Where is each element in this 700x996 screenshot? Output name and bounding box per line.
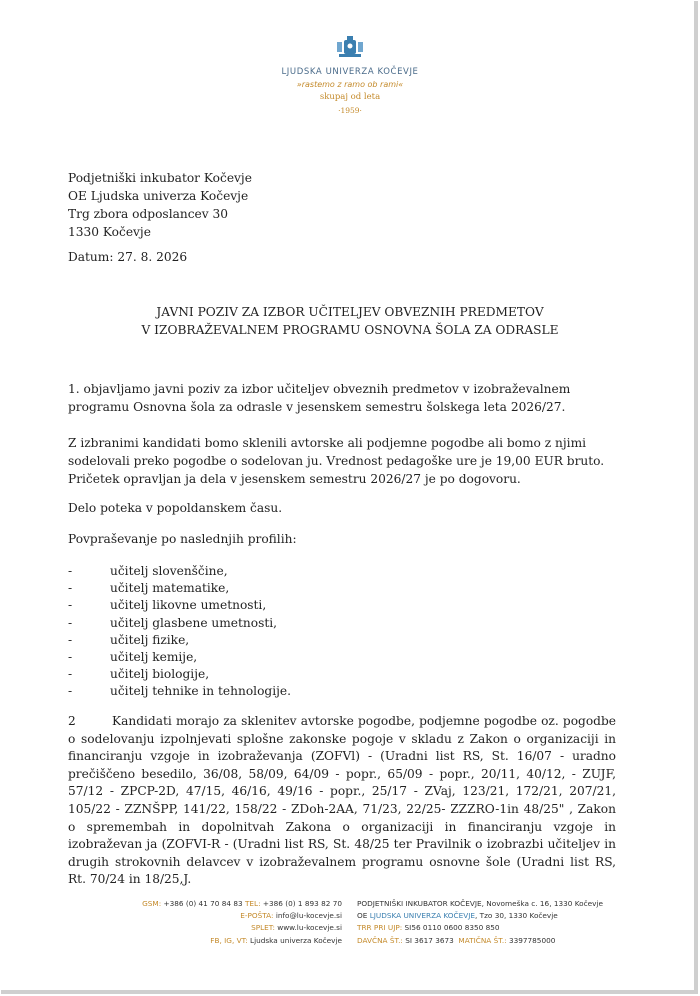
- paragraph-1: 1. objavljamo javni poziv za izbor učiteljev obveznih predmetov v izobraževalnem programu Osnovna šola za odrasle v jesenskem semestru šolskega leta 2026/27.: [68, 382, 571, 414]
- list-item: [68, 632, 291, 649]
- social-label: FB, IG, VT:: [210, 935, 248, 945]
- tax-label: DAVČNA ŠT.:: [357, 935, 403, 945]
- list-item-label: učitelj matematike,: [110, 581, 230, 596]
- address-line: Podjetniški inkubator Kočevje: [68, 171, 252, 185]
- tax-value: SI 3617 3673: [405, 935, 454, 945]
- footer-contacts: [110, 898, 342, 947]
- social-value: Ljudska univerza Kočevje: [250, 935, 342, 945]
- document-date: Datum: 27. 8. 2026: [68, 250, 188, 264]
- requirements-text: Kandidati morajo za sklenitev avtorske pogodbe, podjemne pogodbe oz. pogodbe o sodelovanju izpolnjevati splošne zakonske pogoje v skladu z Zakon o organizaciji in financiranju vzgoje in izobraževanja (ZOFVl) - (Uradni list RS, St. 16/07 - uradno prečiščeno besedilo, 36/08, 58/09, 64/09 - popr., 65/09 - popr., 20/11, 40/12, - ZUJF, 57/12 - ZPCP-2D, 47/15, 46/16, 49/16 - popr., 25/17 - ZVaj, 123/21, 172/21, 207/21, 105/22 - ZZNŠPP, 141/22, 158/22 - ZDoh-2AA, 71/23, 22/25- ZZZRO-1in 48/25" , Zakon o spremembah in dopolnitvah Zakona o organizaciji in financiranju vzgoje in izobraževan ja (ZOFVI-R - (Uradni list RS, St. 48/25 ter Pravilnik o izobrazbi učiteljev in drugih strokovnih delavcev v izobraževalnem programu osnovne šole (Uradni list RS, Rt. 70/24 in 18/25,J.: [68, 714, 616, 887]
- logo-year: ·1959·: [338, 106, 362, 115]
- profile-list: [68, 563, 291, 701]
- email-label: E-POŠTA:: [240, 911, 274, 921]
- recipient-address: [68, 169, 252, 241]
- list-item: [68, 649, 291, 666]
- reg-label: MATIČNA ŠT.:: [458, 935, 507, 945]
- address-line: 1330 Kočevje: [68, 225, 151, 239]
- address-line: Trg zbora odposlancev 30: [68, 207, 229, 221]
- org-prefix: OE: [357, 911, 368, 921]
- paragraph-4: Povpraševanje po naslednjih profilih:: [68, 532, 297, 546]
- list-item-label: učitelj glasbene umetnosti,: [110, 615, 278, 630]
- logo-name: LJUDSKA UNIVERZA KOČEVJE: [281, 67, 419, 77]
- footer-organization: [357, 898, 657, 947]
- list-item: [68, 615, 291, 632]
- trr-value: SI56 0110 0600 8350 850: [404, 923, 500, 933]
- tel-value: +386 (0) 1 893 82 70: [262, 899, 342, 908]
- heading-line: V IZOBRAŽEVALNEM PROGRAMU OSNOVNA ŠOLA ZA ODRASLE: [141, 323, 559, 337]
- list-item-label: učitelj likovne umetnosti,: [110, 598, 267, 613]
- list-item-label: učitelj slovenščine,: [110, 564, 228, 578]
- list-item: [68, 597, 291, 614]
- org-name: LJUDSKA UNIVERZA KOČEVJE: [369, 911, 475, 921]
- list-item-label: učitelj biologije,: [110, 667, 210, 682]
- list-dash: -: [68, 598, 73, 613]
- list-item-label: učitelj tehnike in tehnologije.: [110, 684, 291, 699]
- document-heading: [0, 303, 700, 339]
- list-item: [68, 683, 291, 700]
- list-dash: -: [68, 615, 73, 630]
- list-item: [68, 666, 291, 683]
- gsm-value: +386 (0) 41 70 84 83: [163, 899, 243, 908]
- tel-label: TEL:: [244, 899, 261, 908]
- paragraph-3: Delo poteka v popoldanskem času.: [68, 501, 283, 515]
- item-number: 2: [68, 714, 76, 728]
- org-address: , Tzo 30, 1330 Kočevje: [475, 911, 558, 921]
- logo-emblem-icon: [335, 34, 365, 60]
- web-label: SPLET:: [251, 923, 275, 933]
- list-dash: -: [68, 684, 73, 699]
- gsm-label: GSM:: [142, 899, 162, 908]
- list-item-label: učitelj kemije,: [110, 650, 198, 665]
- trr-label: TRR PRI UJP:: [357, 923, 403, 933]
- letterhead-logo: [0, 34, 700, 115]
- list-item-label: učitelj fizike,: [110, 632, 190, 647]
- paragraph-2: Z izbranimi kandidati bomo sklenili avtorske ali podjemne pogodbe ali bomo z njimi sodelovali preko pogodbe o sodelovan ju. Vrednost pedagoške ure je 19,00 EUR bruto. Pričetek opravljan ja dela v jesenskem semestru 2026/27 je po dogovoru.: [68, 436, 605, 486]
- list-item: [68, 580, 291, 597]
- email-link[interactable]: info@lu-kocevje.si: [275, 911, 342, 921]
- list-dash: -: [68, 650, 73, 665]
- list-dash: -: [68, 581, 73, 596]
- heading-line: JAVNI POZIV ZA IZBOR UČITELJEV OBVEZNIH PREDMETOV: [156, 305, 544, 319]
- org-line-1: PODJETNIŠKI INKUBATOR KOČEVJE, Novomeška c. 16, 1330 Kočevje: [357, 899, 603, 908]
- address-line: OE Ljudska univerza Kočevje: [68, 189, 249, 203]
- list-dash: -: [68, 667, 73, 682]
- logo-since: skupaj od leta: [319, 92, 381, 102]
- logo-motto: »rastemo z ramo ob rami«: [296, 80, 404, 89]
- list-item: [68, 563, 291, 580]
- reg-value: 3397785000: [508, 935, 556, 945]
- requirements-paragraph: [68, 713, 616, 889]
- list-dash: -: [68, 632, 73, 647]
- list-dash: -: [68, 564, 73, 578]
- web-link[interactable]: www.lu-kocevje.si: [277, 923, 342, 933]
